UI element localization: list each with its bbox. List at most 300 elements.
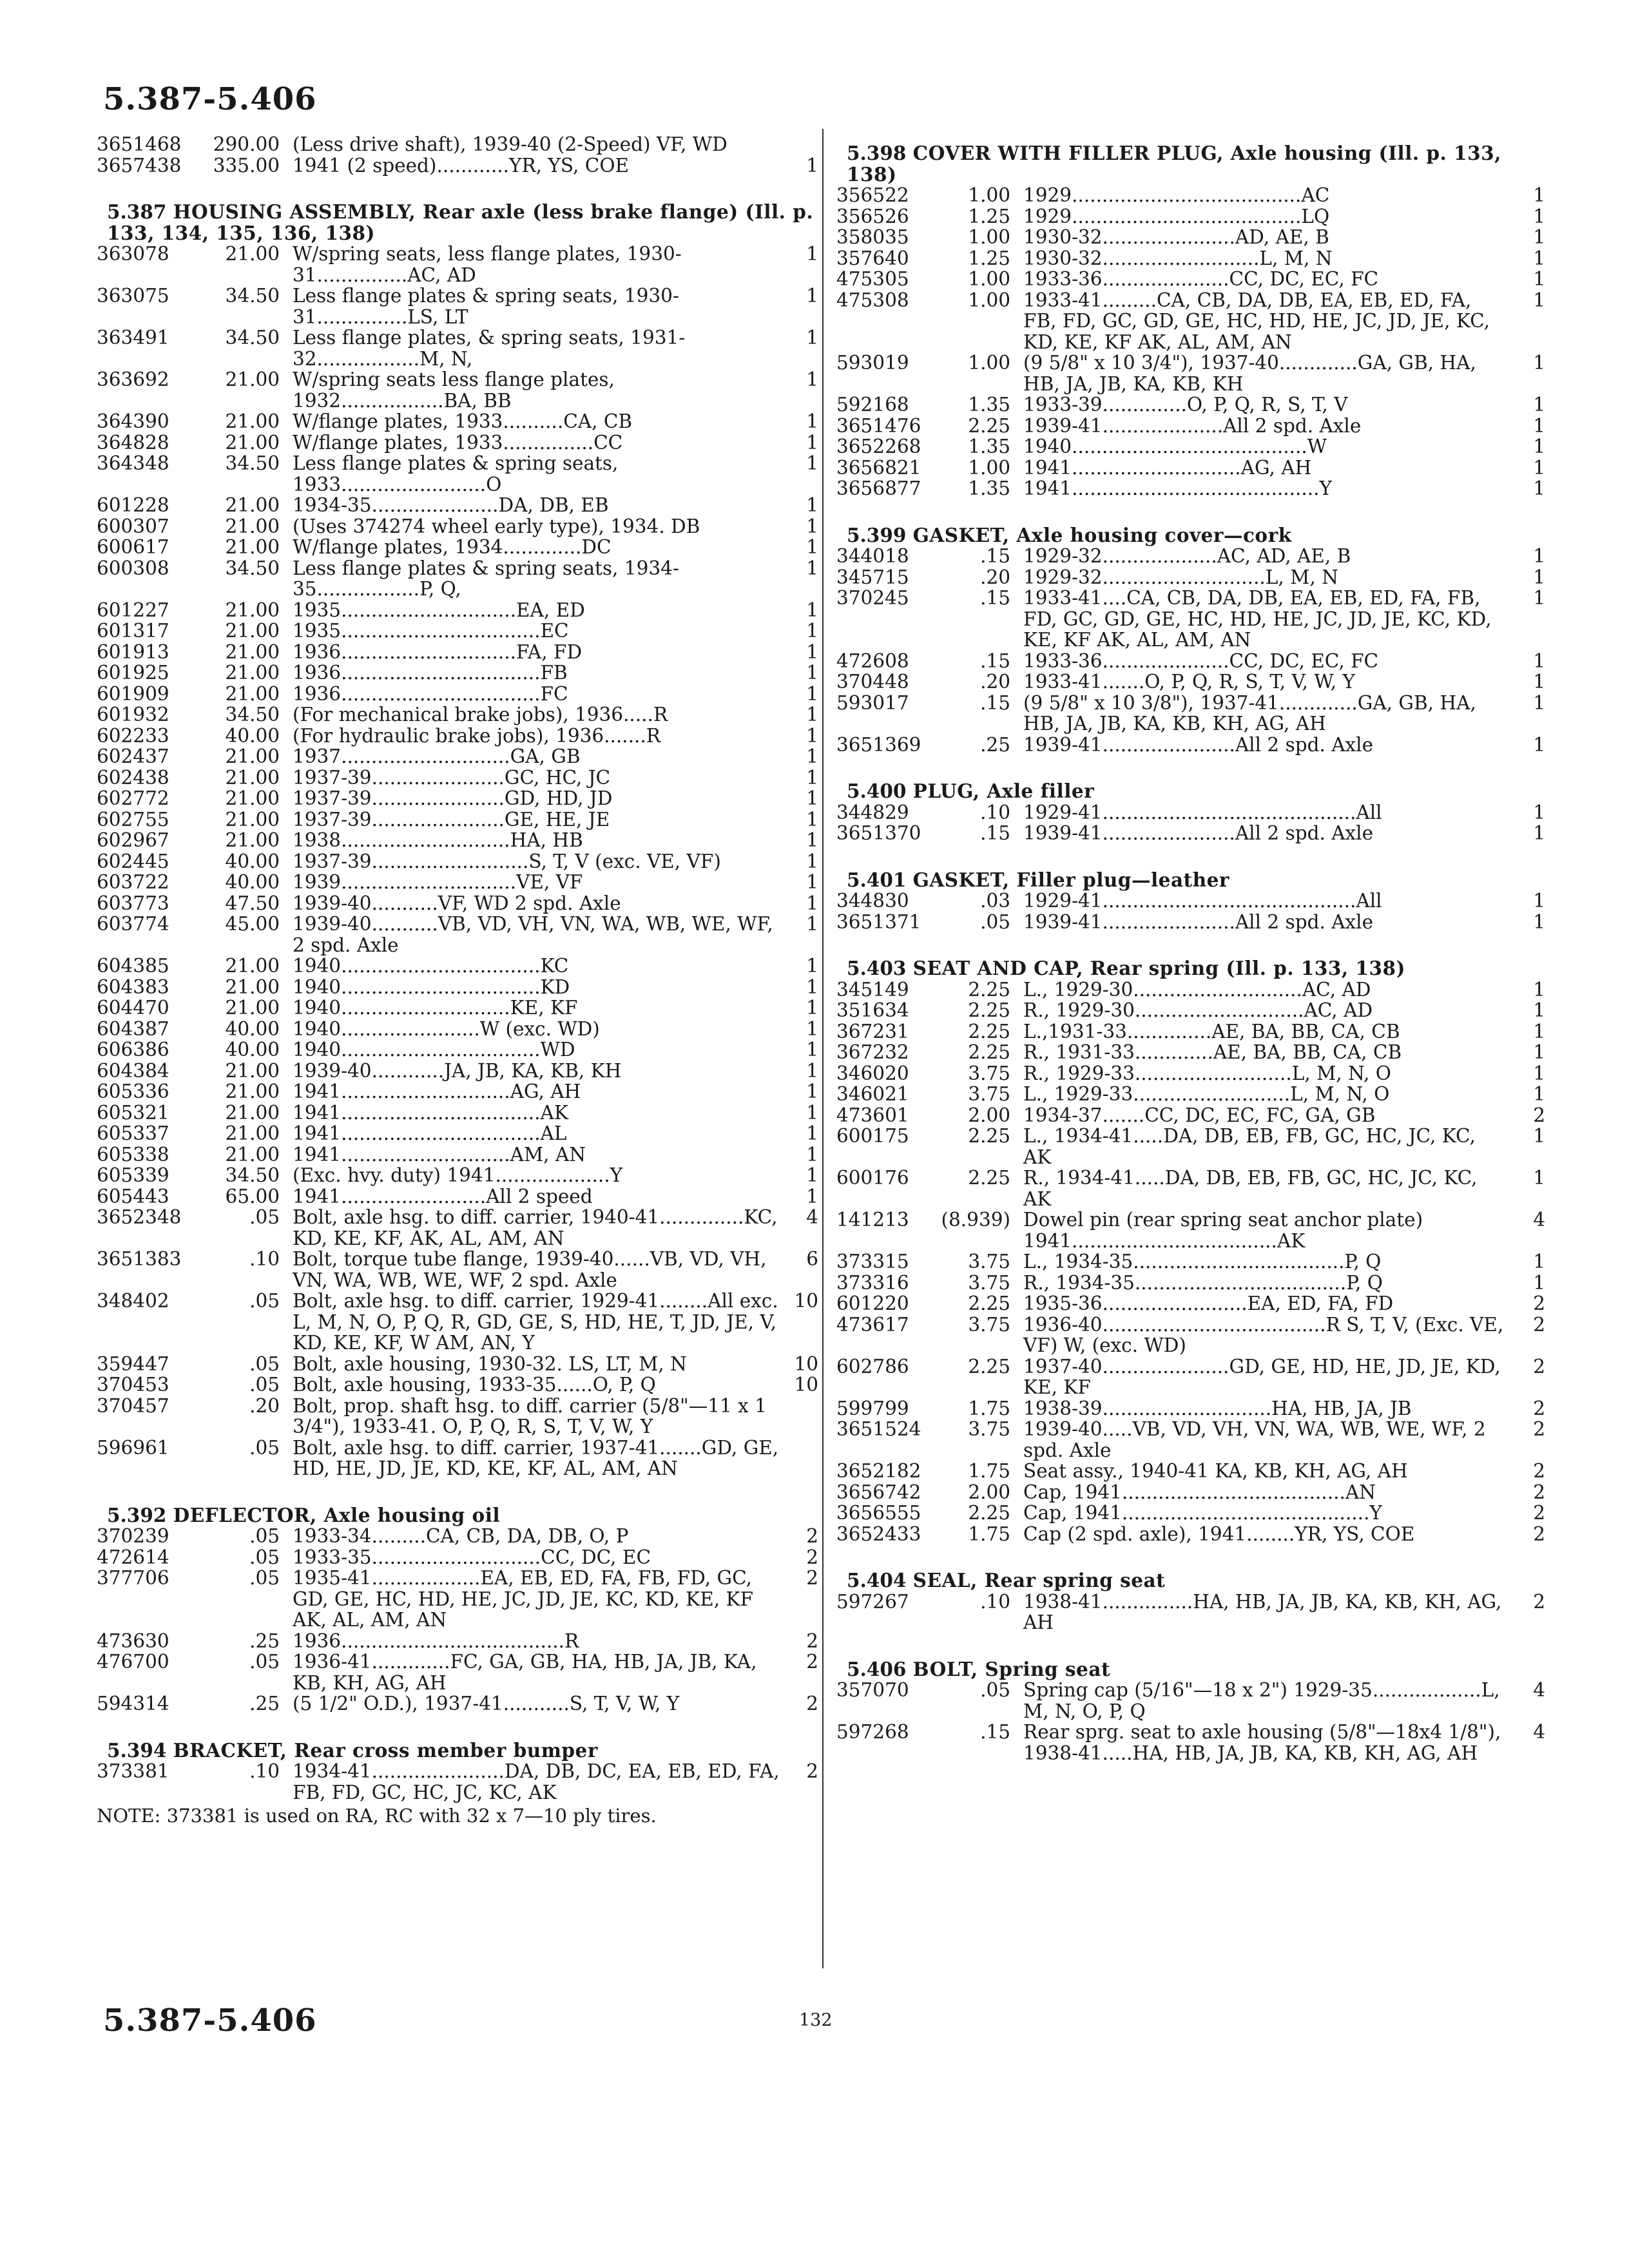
part-row — [836, 1293, 1545, 1314]
part-description: R., 1929-33..........................L, M, N, O — [1023, 1062, 1391, 1084]
part-price: 1.00 — [968, 268, 1010, 290]
part-number: 476700 — [97, 1651, 169, 1673]
part-number: 602437 — [97, 745, 169, 767]
part-description: Seat assy., 1940-41 KA, KB, KH, AG, AH — [1023, 1460, 1408, 1482]
part-quantity: 2 — [1533, 1355, 1545, 1378]
section-heading — [97, 1740, 818, 1762]
part-row — [836, 890, 1545, 912]
part-number: 601925 — [97, 662, 169, 684]
part-row — [836, 1209, 1545, 1251]
part-row — [836, 979, 1545, 1001]
part-price: 21.00 — [225, 620, 280, 642]
part-number: 141213 — [836, 1209, 909, 1231]
part-description: Rear sprg. seat to axle housing (5/8"—18x4 1/8"), 1938-41.....HA, HB, JA, JB, KA, KB, KH, AG, AH — [1023, 1721, 1501, 1764]
part-quantity: 1 — [806, 682, 818, 705]
footnote: NOTE: 373381 is used on RA, RC with 32 x 7—10 ply tires. — [97, 1805, 657, 1827]
part-number: 356522 — [836, 184, 909, 206]
part-quantity: 1 — [1533, 671, 1545, 693]
part-price: 1.75 — [968, 1397, 1010, 1419]
part-row — [97, 411, 818, 432]
part-number: 3656877 — [836, 477, 921, 499]
part-description: 1940.................................KC — [293, 955, 569, 977]
part-row — [97, 1165, 818, 1186]
part-description: Bolt, torque tube flange, 1939-40......VB, VD, VH, VN, WA, WB, WE, WF, 2 spd. Axle — [293, 1248, 767, 1291]
part-number: 370448 — [836, 671, 909, 693]
part-description: 1933-35............................CC, DC, EC — [293, 1546, 651, 1568]
part-row — [97, 1547, 818, 1568]
part-number: 346020 — [836, 1062, 909, 1084]
part-description: Cap, 1941.....................................AN — [1023, 1481, 1376, 1503]
part-number: 597268 — [836, 1721, 909, 1743]
part-number: 472608 — [836, 649, 909, 672]
part-quantity: 1 — [806, 704, 818, 726]
part-description: 1929-41..........................................All — [1023, 801, 1382, 823]
part-price: 65.00 — [225, 1185, 280, 1207]
part-number: 605338 — [97, 1143, 169, 1166]
part-number: 3656555 — [836, 1502, 921, 1524]
part-price: .05 — [249, 1651, 280, 1673]
part-quantity: 2 — [806, 1567, 818, 1589]
part-row — [97, 1526, 818, 1547]
part-quantity: 1 — [1533, 1167, 1545, 1189]
part-number: 600617 — [97, 536, 169, 558]
part-price: 21.00 — [225, 369, 280, 390]
part-price: 290.00 — [213, 133, 280, 155]
section-gap — [836, 844, 1545, 861]
part-row — [836, 457, 1545, 479]
part-description: 1929-41..........................................All — [1023, 890, 1382, 912]
part-price: .15 — [980, 822, 1010, 844]
part-description: 1929-32...........................L, M, N — [1023, 566, 1338, 588]
part-number: 605337 — [97, 1122, 169, 1144]
part-number: 373381 — [97, 1760, 169, 1782]
part-row — [97, 1631, 818, 1652]
section-title: BRACKET, Rear cross member bumper — [173, 1738, 598, 1762]
part-row — [97, 1374, 818, 1396]
part-number: 601932 — [97, 704, 169, 726]
part-quantity: 2 — [806, 1693, 818, 1715]
part-row — [836, 1356, 1545, 1398]
part-price: 1.00 — [968, 226, 1010, 248]
part-quantity: 2 — [1533, 1293, 1545, 1314]
part-price: 2.25 — [968, 1502, 1010, 1524]
section-gap — [97, 176, 818, 193]
part-description: R., 1929-30............................AC, AD — [1023, 999, 1373, 1021]
part-description: 1937............................GA, GB — [293, 745, 581, 767]
part-quantity: 2 — [806, 1651, 818, 1673]
part-row — [836, 546, 1545, 567]
part-description: 1939-41......................All 2 spd. Axle — [1023, 822, 1374, 844]
part-description: Bolt, prop. shaft hsg. to diff. carrier (5/8"—11 x 1 3/4"), 1933-41. O, P, Q, R, S, T, V, W, Y — [293, 1394, 767, 1437]
part-row — [836, 1000, 1545, 1021]
part-quantity: 1 — [806, 871, 818, 893]
part-quantity: 10 — [794, 1290, 818, 1312]
part-description: Less flange plates & spring seats, 1933........................O — [293, 452, 619, 495]
part-price: 40.00 — [225, 871, 280, 893]
part-quantity: 1 — [806, 452, 818, 474]
part-description: R., 1931-33.............AE, BA, BB, CA, CB — [1023, 1041, 1402, 1063]
part-quantity: 1 — [806, 285, 818, 307]
part-row — [97, 642, 818, 663]
part-row — [836, 1591, 1545, 1633]
part-quantity: 1 — [806, 1185, 818, 1207]
part-description: 1939-40...........VB, VD, VH, VN, WA, WB, WE, WF, 2 spd. Axle — [293, 913, 773, 956]
part-quantity: 1 — [1533, 1125, 1545, 1147]
part-price: 2.25 — [968, 1167, 1010, 1189]
part-price: .15 — [980, 1721, 1010, 1743]
part-price: 21.00 — [225, 431, 280, 454]
part-number: 377706 — [97, 1567, 169, 1589]
part-description: 1933-41.......O, P, Q, R, S, T, V, W, Y — [1023, 671, 1355, 693]
part-quantity: 2 — [1533, 1397, 1545, 1419]
part-description: 1933-36.....................CC, DC, EC, FC — [1023, 649, 1379, 672]
part-quantity: 2 — [1533, 1313, 1545, 1336]
part-number: 3657438 — [97, 154, 182, 177]
part-row — [97, 1568, 818, 1631]
part-price: 47.50 — [225, 892, 280, 914]
part-price: 21.00 — [225, 494, 280, 516]
section-heading — [836, 143, 1545, 185]
part-quantity: 2 — [1533, 1523, 1545, 1545]
part-row — [97, 872, 818, 893]
part-description: 1939-40.....VB, VD, VH, VN, WA, WB, WE, WF, 2 spd. Axle — [1023, 1418, 1486, 1461]
part-price: 21.00 — [225, 766, 280, 789]
part-price: 34.50 — [225, 327, 280, 349]
part-quantity: 1 — [1533, 910, 1545, 933]
part-description: 1933-34.........CA, CB, DA, DB, O, P — [293, 1525, 629, 1547]
part-quantity: 1 — [806, 662, 818, 684]
part-number: 599799 — [836, 1397, 909, 1419]
part-price: 21.00 — [225, 243, 280, 265]
section-gap — [97, 1715, 818, 1731]
part-row — [97, 956, 818, 977]
part-price: .05 — [249, 1436, 280, 1459]
part-row — [836, 206, 1545, 227]
part-description: 1940.................................KD — [293, 975, 570, 998]
part-number: 345715 — [836, 566, 909, 588]
part-quantity: 1 — [806, 243, 818, 265]
part-price: 21.00 — [225, 1101, 280, 1124]
part-row — [836, 394, 1545, 416]
left-column — [97, 134, 818, 1827]
part-number: 601227 — [97, 599, 169, 621]
part-row — [97, 788, 818, 809]
column-divider — [822, 129, 824, 1968]
part-row — [97, 558, 818, 600]
part-quantity: 1 — [806, 892, 818, 914]
part-quantity: 1 — [806, 1122, 818, 1144]
page-number: 132 — [799, 2010, 833, 2030]
part-description: W/flange plates, 1933...............CC — [293, 431, 623, 454]
part-quantity: 1 — [806, 787, 818, 809]
part-number: 356526 — [836, 205, 909, 227]
part-price: 40.00 — [225, 724, 280, 747]
part-description: 1940.......................W (exc. WD) — [293, 1017, 600, 1040]
part-number: 475308 — [836, 289, 909, 311]
part-number: 363491 — [97, 327, 169, 349]
part-description: 1941.................................AK — [293, 1101, 568, 1124]
part-row — [97, 327, 818, 369]
part-description: 1934-35.....................DA, DB, EB — [293, 494, 609, 516]
section-number: 5.403 — [847, 957, 907, 979]
part-row — [836, 567, 1545, 588]
part-description: (Less drive shaft), 1939-40 (2-Speed) VF, WD — [293, 133, 728, 155]
part-price: 1.00 — [968, 352, 1010, 374]
part-number: 592168 — [836, 394, 909, 416]
part-description: (For hydraulic brake jobs), 1936.......R — [293, 724, 661, 747]
part-price: .15 — [980, 545, 1010, 567]
part-quantity: 1 — [806, 1101, 818, 1124]
part-number: 3651370 — [836, 822, 921, 844]
part-price: 3.75 — [968, 1418, 1010, 1440]
part-description: 1933-36.....................CC, DC, EC, FC — [1023, 268, 1379, 290]
part-price: 1.35 — [968, 436, 1010, 457]
part-description: W/flange plates, 1933..........CA, CB — [293, 410, 633, 432]
section-gap — [836, 1544, 1545, 1561]
part-number: 596961 — [97, 1436, 169, 1459]
part-row — [836, 1503, 1545, 1524]
part-description: 1937-40.....................GD, GE, HD, HE, JD, JE, KD, KE, KF — [1023, 1355, 1501, 1398]
part-number: 601228 — [97, 494, 169, 516]
part-number: 602786 — [836, 1355, 909, 1378]
part-number: 593017 — [836, 691, 909, 714]
part-description: (9 5/8" x 10 3/8"), 1937-41.............GA, GB, HA, HB, JA, JB, KA, KB, KH, AG, AH — [1023, 691, 1476, 735]
part-quantity: 1 — [1533, 822, 1545, 844]
section-number: 5.398 — [847, 142, 907, 164]
part-price: 21.00 — [225, 1081, 280, 1102]
part-price: 21.00 — [225, 1143, 280, 1166]
part-quantity: 1 — [1533, 247, 1545, 269]
part-description: 1936-40.....................................R S, T, V, (Exc. VE, VF) W, (exc. WD) — [1023, 1313, 1504, 1356]
part-row — [97, 977, 818, 998]
part-row — [836, 1273, 1545, 1294]
part-price: 21.00 — [225, 515, 280, 537]
part-price: 1.75 — [968, 1460, 1010, 1482]
part-price: .15 — [980, 587, 1010, 609]
part-description: 1930-32......................AD, AE, B — [1023, 226, 1329, 248]
part-description: Less flange plates & spring seats, 1930-31...............LS, LT — [293, 285, 679, 328]
part-description: 1940.................................WD — [293, 1039, 575, 1061]
part-price: 1.35 — [968, 394, 1010, 416]
part-number: 370453 — [97, 1374, 169, 1396]
part-row — [836, 735, 1545, 756]
part-price: 2.00 — [968, 1104, 1010, 1126]
part-price: .20 — [980, 566, 1010, 588]
part-price: .05 — [249, 1290, 280, 1312]
part-number: 602755 — [97, 808, 169, 831]
part-row — [97, 809, 818, 831]
part-quantity: 1 — [806, 1017, 818, 1040]
part-quantity: 1 — [806, 1164, 818, 1186]
part-row — [97, 1207, 818, 1249]
part-quantity: 1 — [1533, 733, 1545, 756]
part-row — [97, 495, 818, 516]
part-number: 475305 — [836, 268, 909, 290]
part-row — [836, 1482, 1545, 1503]
part-description: 1939-41......................All 2 spd. Axle — [1023, 733, 1374, 756]
part-number: 472614 — [97, 1546, 169, 1568]
part-number: 358035 — [836, 226, 909, 248]
section-title: PLUG, Axle filler — [912, 780, 1095, 802]
part-quantity: 1 — [1533, 890, 1545, 912]
part-price: 2.25 — [968, 1041, 1010, 1063]
part-row — [97, 726, 818, 747]
section-heading — [836, 958, 1545, 979]
section-title: DEFLECTOR, Axle housing oil — [173, 1503, 501, 1526]
part-quantity: 1 — [1533, 649, 1545, 672]
part-row — [836, 1524, 1545, 1545]
part-quantity: 10 — [794, 1374, 818, 1396]
part-number: 605339 — [97, 1164, 169, 1186]
part-price: 34.50 — [225, 452, 280, 474]
part-description: 1941 (2 speed)............YR, YS, COE — [293, 154, 630, 177]
part-number: 606386 — [97, 1039, 169, 1061]
part-quantity: 1 — [806, 410, 818, 432]
part-description: L.,1931-33..............AE, BA, BB, CA, CB — [1023, 1020, 1400, 1043]
section-number: 5.406 — [847, 1657, 907, 1680]
part-number: 3651383 — [97, 1248, 182, 1270]
section-number: 5.394 — [107, 1738, 167, 1762]
part-quantity: 4 — [1533, 1679, 1545, 1701]
part-description: Bolt, axle hsg. to diff. carrier, 1929-41........All exc. L, M, N, O, P, Q, R, GD, GE, S, HD, HE, T, JD, JE, V, KD, KE, KF, W AM, AN, Y — [293, 1290, 778, 1354]
part-row — [836, 588, 1545, 651]
part-number: 364828 — [97, 431, 169, 454]
part-row — [836, 1398, 1545, 1419]
part-description: L., 1929-30............................AC, AD — [1023, 978, 1371, 1001]
part-price: 1.00 — [968, 289, 1010, 311]
part-description: 1930-32..........................L, M, N — [1023, 247, 1333, 269]
part-description: 1941............................AG, AH — [1023, 456, 1312, 479]
part-description: 1936.................................FB — [293, 662, 568, 684]
part-row — [97, 453, 818, 495]
section-number: 5.387 — [107, 200, 167, 223]
part-price: 2.25 — [968, 1020, 1010, 1043]
part-number: 344018 — [836, 545, 909, 567]
part-description: 1939-40............JA, JB, KA, KB, KH — [293, 1059, 622, 1082]
part-quantity: 1 — [1533, 1062, 1545, 1084]
part-description: R., 1934-41.....DA, DB, EB, FB, GC, HC, JC, KC, AK — [1023, 1167, 1478, 1210]
part-number: 363078 — [97, 243, 169, 265]
part-row — [836, 802, 1545, 823]
part-quantity: 1 — [1533, 1271, 1545, 1294]
part-description: Cap, 1941.........................................Y — [1023, 1502, 1382, 1524]
part-number: 604384 — [97, 1059, 169, 1082]
part-number: 473630 — [97, 1629, 169, 1652]
part-row — [97, 746, 818, 767]
part-description: 1939-41......................All 2 spd. Axle — [1023, 910, 1374, 933]
part-number: 593019 — [836, 352, 909, 374]
part-row — [97, 1123, 818, 1144]
part-row — [97, 620, 818, 642]
part-price: 45.00 — [225, 913, 280, 935]
part-quantity: 1 — [1533, 268, 1545, 290]
part-description: Bolt, axle hsg. to diff. carrier, 1940-41..............KC, KD, KE, KF, AK, AL, AM, AN — [293, 1206, 778, 1249]
part-description: Bolt, axle housing, 1930-32. LS, LT, M, N — [293, 1352, 687, 1375]
part-number: 602967 — [97, 829, 169, 851]
part-description: 1939.............................VE, VF — [293, 871, 583, 893]
section-gap — [836, 932, 1545, 949]
part-number: 370239 — [97, 1525, 169, 1547]
part-price: .20 — [980, 671, 1010, 693]
section-gap — [836, 755, 1545, 772]
part-price: .15 — [980, 691, 1010, 714]
part-description: 1941........................All 2 speed — [293, 1185, 593, 1207]
part-description: 1936.....................................R — [293, 1629, 579, 1652]
part-quantity: 1 — [806, 745, 818, 767]
section-title: SEAL, Rear spring seat — [912, 1569, 1166, 1591]
part-number: 367232 — [836, 1041, 909, 1063]
part-number: 604470 — [97, 997, 169, 1019]
part-row — [836, 436, 1545, 457]
part-description: 1935.............................EA, ED — [293, 599, 585, 621]
part-price: 3.75 — [968, 1313, 1010, 1336]
part-quantity: 1 — [1533, 414, 1545, 437]
part-number: 604383 — [97, 975, 169, 998]
part-price: 2.25 — [968, 414, 1010, 437]
part-description: (Uses 374274 wheel early type), 1934. DB — [293, 515, 700, 537]
part-number: 601913 — [97, 640, 169, 663]
part-description: 1941.........................................Y — [1023, 477, 1333, 499]
part-row — [97, 914, 818, 956]
part-quantity: 1 — [1533, 394, 1545, 416]
part-price: 34.50 — [225, 1164, 280, 1186]
part-number: 348402 — [97, 1290, 169, 1312]
part-number: 3656821 — [836, 456, 921, 479]
section-title: GASKET, Axle housing cover—cork — [912, 523, 1292, 546]
part-price: .05 — [249, 1374, 280, 1396]
part-row — [97, 516, 818, 537]
part-price: 21.00 — [225, 975, 280, 998]
part-number: 603722 — [97, 871, 169, 893]
part-quantity: 1 — [1533, 205, 1545, 227]
part-description: Bolt, axle hsg. to diff. carrier, 1937-41.......GD, GE, HD, HE, JD, JE, KD, KE, KF, AL, AM, AN — [293, 1436, 779, 1479]
part-number: 604387 — [97, 1017, 169, 1040]
part-row — [97, 369, 818, 411]
part-price: .25 — [249, 1693, 280, 1715]
part-number: 370245 — [836, 587, 909, 609]
part-row — [836, 1042, 1545, 1063]
part-quantity: 1 — [806, 369, 818, 390]
part-row — [836, 269, 1545, 290]
section-heading — [836, 781, 1545, 802]
part-price: 335.00 — [213, 154, 280, 177]
part-row — [836, 1168, 1545, 1209]
part-row — [836, 478, 1545, 499]
part-row — [97, 997, 818, 1019]
part-quantity: 10 — [794, 1352, 818, 1375]
part-price: 21.00 — [225, 997, 280, 1019]
part-quantity: 1 — [1533, 978, 1545, 1001]
part-row — [836, 416, 1545, 437]
part-description: 1941.................................AL — [293, 1122, 567, 1144]
part-price: 1.25 — [968, 247, 1010, 269]
part-price: 2.25 — [968, 1125, 1010, 1147]
part-description: 1939-40...........VF, WD 2 spd. Axle — [293, 892, 621, 914]
part-quantity: 1 — [806, 154, 818, 177]
part-description: Bolt, axle housing, 1933-35......O, P, Q — [293, 1374, 656, 1396]
part-description: Less flange plates & spring seats, 1934-35.................P, Q, — [293, 557, 679, 600]
part-row — [836, 227, 1545, 248]
part-number: 600307 — [97, 515, 169, 537]
right-column — [836, 134, 1545, 1763]
part-row — [97, 244, 818, 285]
part-description: 1935.................................EC — [293, 620, 569, 642]
part-price: .05 — [249, 1352, 280, 1375]
part-row — [97, 1354, 818, 1375]
part-quantity: 1 — [1533, 1251, 1545, 1273]
page-header-bottom: 5.387-5.406 — [103, 2003, 317, 2039]
part-price: .03 — [980, 890, 1010, 912]
